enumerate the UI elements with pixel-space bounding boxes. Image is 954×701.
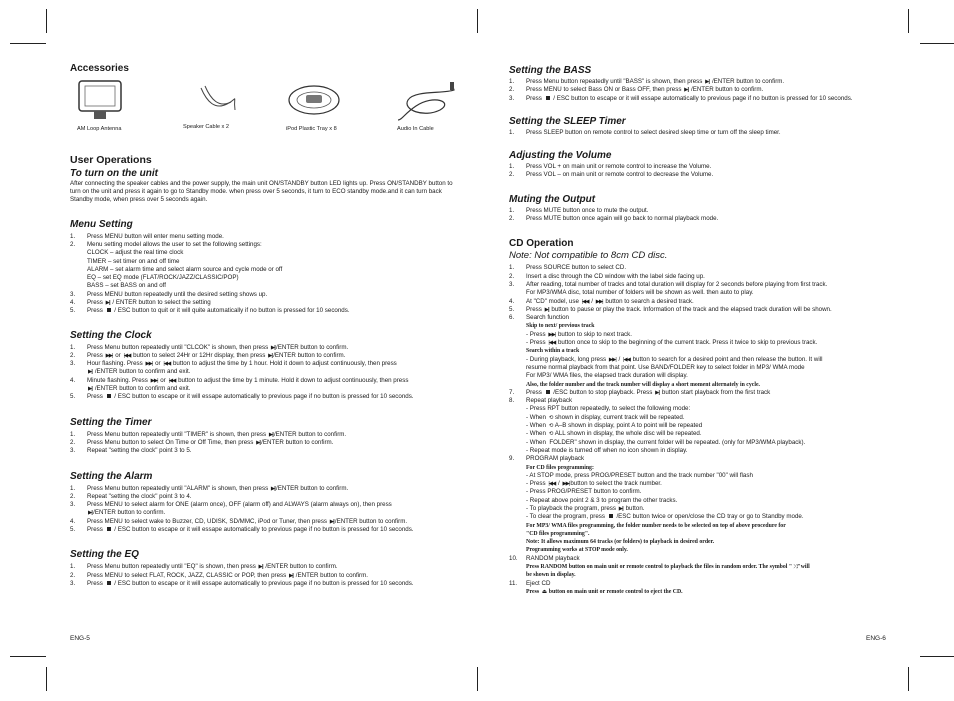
next-icon: ▶▶| <box>105 352 113 359</box>
list-item: 1. Press Menu button repeatedly until "ALARM" is shown, then press ▶||/ENTER button to confirm. <box>70 484 349 492</box>
list-item: 1. Press Menu button repeatedly until "CLCOK" is shown, then press ▶||/ENTER button to confirm. <box>70 343 349 351</box>
stop-icon <box>107 581 111 585</box>
stop-icon <box>609 514 613 518</box>
list-item: 5. Press / ESC button to escape or it will essape automatically to previous page if no button is pressed for 10 seconds. <box>70 393 414 401</box>
stop-icon <box>546 390 550 394</box>
list-item: 3. Press MENU button repeatedly until the desired setting shows up. <box>70 290 268 298</box>
play-pause-icon: ▶|| <box>329 518 334 525</box>
eq-list <box>70 563 460 588</box>
timer-list <box>70 431 460 456</box>
clock-list <box>70 344 460 402</box>
menu-setting-title: Menu Setting <box>70 218 133 230</box>
crop-mark <box>908 667 909 691</box>
list-item: 2. Press MENU to select Bass ON or Bass OFF, then press ▶|| /ENTER button to confirm. <box>509 86 764 94</box>
play-pause-icon: ▶|| <box>256 439 261 446</box>
crop-mark <box>908 9 909 33</box>
play-pause-icon: ▶|| <box>618 505 623 512</box>
crop-mark <box>920 43 954 44</box>
list-item: 11. Eject CD Press ⏏ button on main unit or remote control to eject the CD. <box>509 579 683 595</box>
list-item: 3. Press / ESC button to escape or it will essape automatically to previous page if no button is pressed for 10 seconds. <box>70 579 414 587</box>
bass-list <box>509 78 909 103</box>
stop-icon <box>107 527 111 531</box>
accessory-label: Audio In Cable <box>397 126 434 132</box>
play-pause-icon: ▶|| <box>268 431 273 438</box>
play-pause-icon: ▶|| <box>270 485 275 492</box>
accessory-label: AM Loop Antenna <box>77 126 122 132</box>
list-item: 7. Press /ESC button to stop playback. Press ▶|| button start playback from the first track <box>509 388 771 396</box>
previous-icon: |◀◀ <box>168 377 176 384</box>
next-icon: ▶▶| <box>145 361 153 368</box>
audio-cable-image <box>394 80 460 124</box>
list-item: 1. Press VOL + on main unit or remote control to increase the Volume. <box>509 163 712 171</box>
list-item: 2. Insert a disc through the CD window with the label side facing up. <box>509 272 705 280</box>
list-item: 3. Press / ESC button to escape or it will essape automatically to previous page if no button is pressed for 10 seconds. <box>509 94 853 102</box>
crop-mark <box>46 667 47 691</box>
list-item: 2. Menu setting model allows the user to set the following settings: <box>70 240 262 248</box>
play-pause-icon: ▶|| <box>88 369 93 376</box>
list-item: 1. Press MUTE button once to mute the output. <box>509 206 649 214</box>
page-number-right: ENG-6 <box>866 635 886 642</box>
accessory-label: iPod Plastic Tray x 8 <box>286 126 337 132</box>
crop-mark <box>920 656 954 657</box>
list-item: 1. Press Menu button repeatedly until "BASS" is shown, then press ▶|| /ENTER button to confirm. <box>509 78 785 85</box>
list-item: 1. Press SLEEP button on remote control to select desired sleep time or turn off the sleep timer. <box>509 128 781 136</box>
list-item: 1. Press MENU button will enter menu setting mode. <box>70 232 224 240</box>
alarm-title: Setting the Alarm <box>70 470 153 482</box>
volume-list <box>509 163 909 180</box>
list-item: 4. Press MENU to select wake to Buzzer, CD, UDISK, SD/MMC, iPod or Tuner, then press ▶||/ENTER button to confirm. <box>70 517 408 525</box>
play-pause-icon: ▶|| <box>544 306 549 313</box>
repeat-icon: ⟲ <box>548 431 553 438</box>
sub-item: EQ – set EQ mode (FLAT/ROCK/JAZZ/CLASSIC/POP) <box>87 274 239 282</box>
previous-icon: |◀◀ <box>581 298 589 305</box>
right-page <box>509 65 909 596</box>
user-operations-title: User Operations <box>70 154 152 166</box>
list-item: 5. Press / ESC button to escape or it will essape automatically to previous page if no button is pressed for 10 seconds. <box>70 526 414 534</box>
volume-title: Adjusting the Volume <box>509 150 612 162</box>
list-item: 2. Press MUTE button once again will go back to normal playback mode. <box>509 215 719 223</box>
turn-on-text: After connecting the speaker cables and the power supply, the main unit ON/STANDBY button LED lights up. Press ON/STANDBY button to turn on the unit and press it again to go to Standby mode. when press over 5 seconds, it turn to ECO standby mode.and it can turn back Standby mode, when press over 5 seconds again. <box>70 180 453 204</box>
stop-icon <box>107 308 111 312</box>
mute-list <box>509 207 909 224</box>
shuffle-icon: ⤨ <box>793 564 797 571</box>
crop-mark <box>477 667 478 691</box>
previous-icon: |◀◀ <box>548 481 556 488</box>
crop-mark <box>10 43 46 44</box>
play-pause-icon: ▶|| <box>684 87 689 94</box>
list-item: 1. Press SOURCE button to select CD. <box>509 264 627 272</box>
mute-title: Muting the Output <box>509 193 596 205</box>
previous-icon: |◀◀ <box>163 361 171 368</box>
list-item: 8. Repeat playback - Press RPT button repeatedly, to select the following mode: - When ⟲ shown in display, current track will be repeated. - When ⟲ A–B shown in display, point A to point will be repeated - When ⟲ ALL shown in display, the whole disc will be repeated. - When FOLDER" shown in display, the current folder will be repeated. (only for MP3/WMA playback). - Repeat mode is turned off when no icon shown in display. <box>509 397 806 454</box>
list-item: 4. At "CD" model, use |◀◀ / ▶▶| button to search a desired track. <box>509 297 694 305</box>
alarm-list <box>70 485 460 535</box>
crop-mark <box>10 656 46 657</box>
play-pause-icon: ▶|| <box>268 352 273 359</box>
list-item: 3. Press MENU to select alarm for ONE (alarm once), OFF (alarm off) and ALWAYS (alarm always on), then press ▶||/ENTER button to confirm. <box>70 501 392 517</box>
next-icon: ▶▶| <box>608 356 616 363</box>
bass-title: Setting the BASS <box>509 65 592 76</box>
turn-on-title: To turn on the unit <box>70 168 158 179</box>
cd-operation-title: CD Operation <box>509 238 574 250</box>
cd-list <box>509 264 909 596</box>
list-item: 5. Press ▶|| button to pause or play the track. Information of the track and the elapsed track duration will be shown. <box>509 305 832 313</box>
previous-icon: |◀◀ <box>123 352 131 359</box>
next-icon: ▶▶| <box>562 481 570 488</box>
list-item: 1. Press Menu button repeatedly until "EQ" is shown, then press ▶|| /ENTER button to confirm. <box>70 563 338 571</box>
list-item: 9. PROGRAM playback For CD files programming: - At STOP mode, press PROG/PRESET button and the track number "00" will flash - Press |◀◀ / ▶▶|button to select the track number. - Press PROG/PRESET button to confirm. - Repeat above point 2 & 3 to program the other tracks. - To playback the program, press ▶|| button. - To clear the program, press /ESC button twice or open/close the CD tray or go to Standby mode. For MP3/ WMA files programming, the folder number needs to be selected on top of above procedure for "CD files programming". Note: It allows maximum 64 tracks (or folders) to playback in desired order. Programming works at STOP mode only. <box>509 455 804 554</box>
speaker-cable-image <box>197 82 237 116</box>
next-icon: ▶▶| <box>548 331 556 338</box>
repeat-icon: ⟲ <box>548 423 553 430</box>
list-item: 4. Press ▶|| / ENTER button to select the setting <box>70 298 211 306</box>
play-pause-icon: ▶|| <box>105 299 110 306</box>
next-icon: ▶▶| <box>595 298 603 305</box>
menu-setting-list <box>70 233 460 316</box>
play-pause-icon: ▶|| <box>705 79 710 85</box>
crop-mark <box>477 9 478 33</box>
list-item: 2. Press MENU to select FLAT, ROCK, JAZZ, CLASSIC or POP, then press ▶|| /ENTER button to confirm. <box>70 571 368 579</box>
sleep-title: Setting the SLEEP Timer <box>509 115 626 127</box>
play-pause-icon: ▶|| <box>288 572 294 579</box>
list-item: 2. Press Menu button to select On Time or Off Time, then press ▶||/ENTER button to confirm. <box>70 438 334 446</box>
cd-note: Note: Not compatible to 8cm CD disc. <box>509 250 668 262</box>
list-item: 3. Repeat "setting the clock" point 3 to 5. <box>70 447 192 455</box>
list-item: 2. Repeat "setting the clock" point 3 to 4. <box>70 492 192 500</box>
list-item: 6. Search function Skip to next/ previous track - Press ▶▶| button to skip to next track. - Press |◀◀ button once to skip to the beginning of the current track. Press it twice to skip to previous track. Search within a track - During playback, long press ▶▶| / |◀◀ button to search for a desired point and then release the button. It will resume normal playback from that point. Use BAND/FOLDER key to select folder in MP3/ WMA mode For MP3/ WMA files, the elapsed track duration will display. Also, the folder number and the track number will display a short moment alternately in cycle. <box>509 314 823 388</box>
list-item: 10. RANDOM playback Press RANDOM button on main unit or remote control to playback the files in random order. The symbol "⤨"will be shown in display. <box>509 554 810 579</box>
next-icon: ▶▶| <box>150 377 158 384</box>
stop-icon <box>107 394 111 398</box>
sub-item: BASS – set BASS on and off <box>87 282 166 290</box>
sleep-list <box>509 129 909 137</box>
timer-title: Setting the Timer <box>70 416 152 428</box>
clock-title: Setting the Clock <box>70 329 152 341</box>
play-pause-icon: ▶|| <box>270 344 275 351</box>
list-item: 3. After reading, total number of tracks and total duration will display for 2 seconds before playing from first track. For MP3/WMA disc, total number of folders will be shown as well. then auto to play. <box>509 280 828 297</box>
list-item: 1. Press Menu button repeatedly until "TIMER" is shown, then press ▶||/ENTER button to confirm. <box>70 430 347 438</box>
repeat-icon: ⟲ <box>548 414 553 421</box>
list-item: 5. Press / ESC button to quit or it will quite automatically if no button is pressed for 10 seconds. <box>70 307 350 315</box>
sub-item: TIMER – set timer on and off time <box>87 257 180 265</box>
accessory-label: Speaker Cable x 2 <box>183 124 230 130</box>
list-item: 2. Press VOL – on main unit or remote control to decrease the Volume. <box>509 171 714 179</box>
list-item: 3. Hour flashing. Press ▶▶| or |◀◀ button to adjust the time by 1 hour. Hold it down to adjust continuously, then press ▶|| /ENTER button to confirm and exit. <box>70 360 397 376</box>
page-number-left: ENG-5 <box>70 635 90 642</box>
play-pause-icon: ▶|| <box>655 389 660 396</box>
play-pause-icon: ▶|| <box>258 564 263 571</box>
list-item: 4. Minute flashing. Press ▶▶| or |◀◀ button to adjust the time by 1 minute. Hold it down to adjust continuously, then press ▶|| /ENTER button to confirm and exit. <box>70 376 409 393</box>
left-body <box>70 154 460 588</box>
ipod-tray-image <box>286 82 342 122</box>
previous-icon: |◀◀ <box>622 356 630 363</box>
play-pause-icon: ▶|| <box>88 386 93 393</box>
sub-item: ALARM – set alarm time and select alarm source and cycle mode or off <box>87 265 283 273</box>
stop-icon <box>546 96 550 100</box>
left-page <box>70 63 465 74</box>
play-pause-icon: ▶|| <box>88 510 93 517</box>
previous-icon: |◀◀ <box>548 340 556 347</box>
accessories-title: Accessories <box>70 63 129 74</box>
eq-title: Setting the EQ <box>70 549 139 561</box>
eject-icon: ⏏ <box>541 588 547 595</box>
am-antenna-image <box>76 78 124 122</box>
crop-mark <box>46 9 47 33</box>
sub-item: CLOCK – adjust the real time clock <box>87 249 184 257</box>
list-item: 2. Press ▶▶| or |◀◀ button to select 24Hr or 12Hr display, then press ▶||/ENTER button to confirm. <box>70 351 346 359</box>
